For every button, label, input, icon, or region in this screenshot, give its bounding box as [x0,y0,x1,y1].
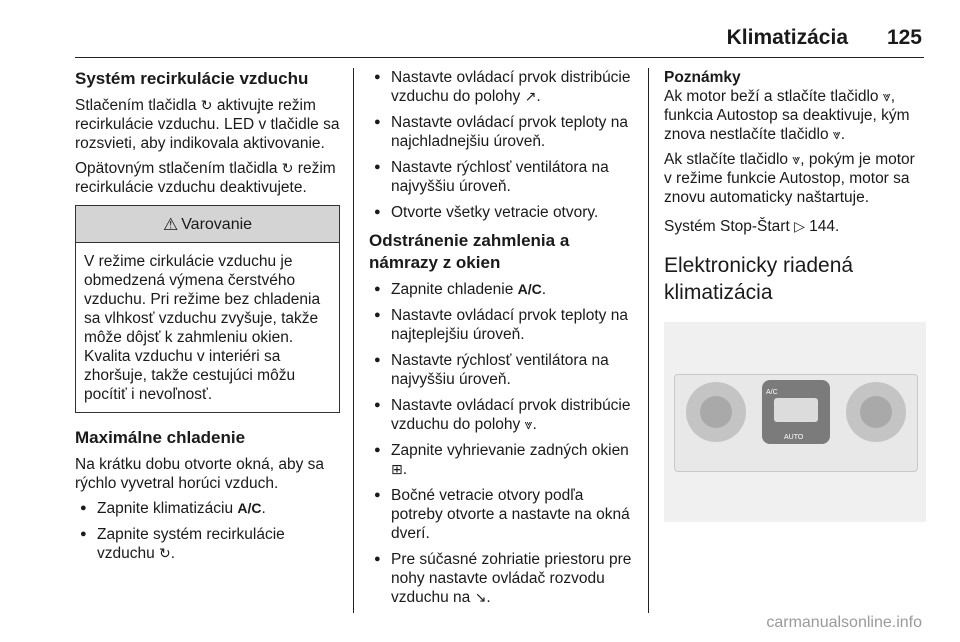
list-item: ● Pre súčasné zohriatie priestoru pre nohy nastavte ovládač rozvodu vzduchu na ↘. [369,550,637,607]
list-item: ● Zapnite klimatizáciu A/C. [75,499,340,518]
windscreen-defrost-icon: ⩔ [792,151,801,167]
warning-header [76,206,339,243]
list-max-cooling-continued [369,68,637,222]
left-control-knob [686,382,746,442]
paragraph-max-cooling: Na krátku dobu otvorte okná, aby sa rýchlo vyvetral horúci vzduch. [75,456,325,492]
note-paragraph-1: Ak motor beží a stlačíte tlačidlo ⩔, funkcia Autostop sa deaktivuje, kým znova nestlačíte tlačidlo ⩔. [664,88,910,143]
recirculation-icon: ↻ [200,97,213,113]
warning-box [75,205,340,413]
warning-triangle-icon: ⚠ [162,214,179,234]
note-title: Poznámky [664,69,741,86]
list-item: ● Otvorte všetky vetracie otvory. [369,203,637,222]
windscreen-defrost-icon: ⩔ [882,88,891,104]
list-item: ● Zapnite systém recirkulácie vzduchu ↻. [75,525,340,563]
column-1 [75,68,340,570]
header-divider [75,57,924,58]
display-screen [774,398,818,422]
air-to-face-icon: ↗ [524,88,537,104]
ac-button-label: A/C [517,281,542,297]
windscreen-defrost-icon: ⩔ [524,416,533,432]
climate-control-panel-illustration [664,322,926,522]
rear-window-heater-icon: ⊞ [391,461,403,477]
page-number: 125 [886,26,922,49]
air-to-feet-icon: ↘ [474,589,487,605]
list-item: ● Nastavte ovládací prvok distribúcie vzduchu do polohy ↗. [369,68,637,106]
list-item: ● Nastavte rýchlosť ventilátora na najvyššiu úroveň. [369,158,637,196]
paragraph-recirc-on: Stlačením tlačidla ↻ aktivujte režim recirkulácie vzduchu. LED v tlačidle sa rozsvieti, aby indikovala aktivovanie. [75,97,340,152]
list-max-cooling [75,499,340,563]
recirculation-icon: ↻ [159,545,171,561]
heading-max-cooling: Maximálne chladenie [75,428,246,447]
right-control-knob [846,382,906,442]
cross-reference: Systém Stop-Štart ▷ 144. [664,218,840,235]
climate-display [762,380,830,444]
watermark: carmanualsonline.info [766,614,922,631]
list-item: ● Nastavte ovládací prvok teploty na najchladnejšiu úroveň. [369,113,637,151]
chapter-title: Klimatizácia [726,26,848,49]
list-item: ● Nastavte ovládací prvok teploty na najteplejšiu úroveň. [369,306,637,344]
list-item: ● Zapnite vyhrievanie zadných okien ⊞. [369,441,637,479]
heading-electronic-climate: Elektronicky riadená klimatizácia [664,254,854,304]
column-3 [664,68,926,522]
column-divider-2 [648,68,649,613]
list-defog [369,280,637,607]
list-item: ● Nastavte ovládací prvok distribúcie vzduchu do polohy ⩔. [369,396,637,434]
recirculation-icon: ↻ [281,160,294,176]
note-paragraph-2: Ak stlačíte tlačidlo ⩔, pokým je motor v režime funkcie Autostop, motor sa znovu automaticky naštartuje. [664,151,915,206]
warning-title: Varovanie [181,215,253,233]
list-item: ● Nastavte rýchlosť ventilátora na najvyššiu úroveň. [369,351,637,389]
list-item: ● Bočné vetracie otvory podľa potreby otvorte a nastavte na okná dverí. [369,486,637,543]
column-2 [369,68,637,614]
page-header [0,0,960,60]
warning-text: V režime cirkulácie vzduchu je obmedzená výmena čerstvého vzduchu. Pri režime bez chladenia sa vlhkosť vzduchu zvyšuje, takže môže dôjsť k zahmleniu okien. Kvalita vzduchu v interiéri sa zhoršuje, takže cestujúci môžu pocítiť i nevoľnosť. [84,253,321,403]
column-divider-1 [353,68,354,613]
ac-button-label: A/C [237,500,262,516]
paragraph-recirc-off: Opätovným stlačením tlačidla ↻ režim recirkulácie vzduchu deaktivujete. [75,160,336,196]
page-reference-arrow-icon: ▷ [794,218,805,234]
windscreen-defrost-icon: ⩔ [832,126,841,142]
display-auto-label: AUTO [784,434,804,441]
display-ac-label: A/C [766,389,778,396]
heading-recirculation: Systém recirkulácie vzduchu [75,69,309,88]
heading-defog-defrost: Odstránenie zahmlenia a námrazy z okien [369,231,570,272]
list-item: ● Zapnite chladenie A/C. [369,280,637,299]
